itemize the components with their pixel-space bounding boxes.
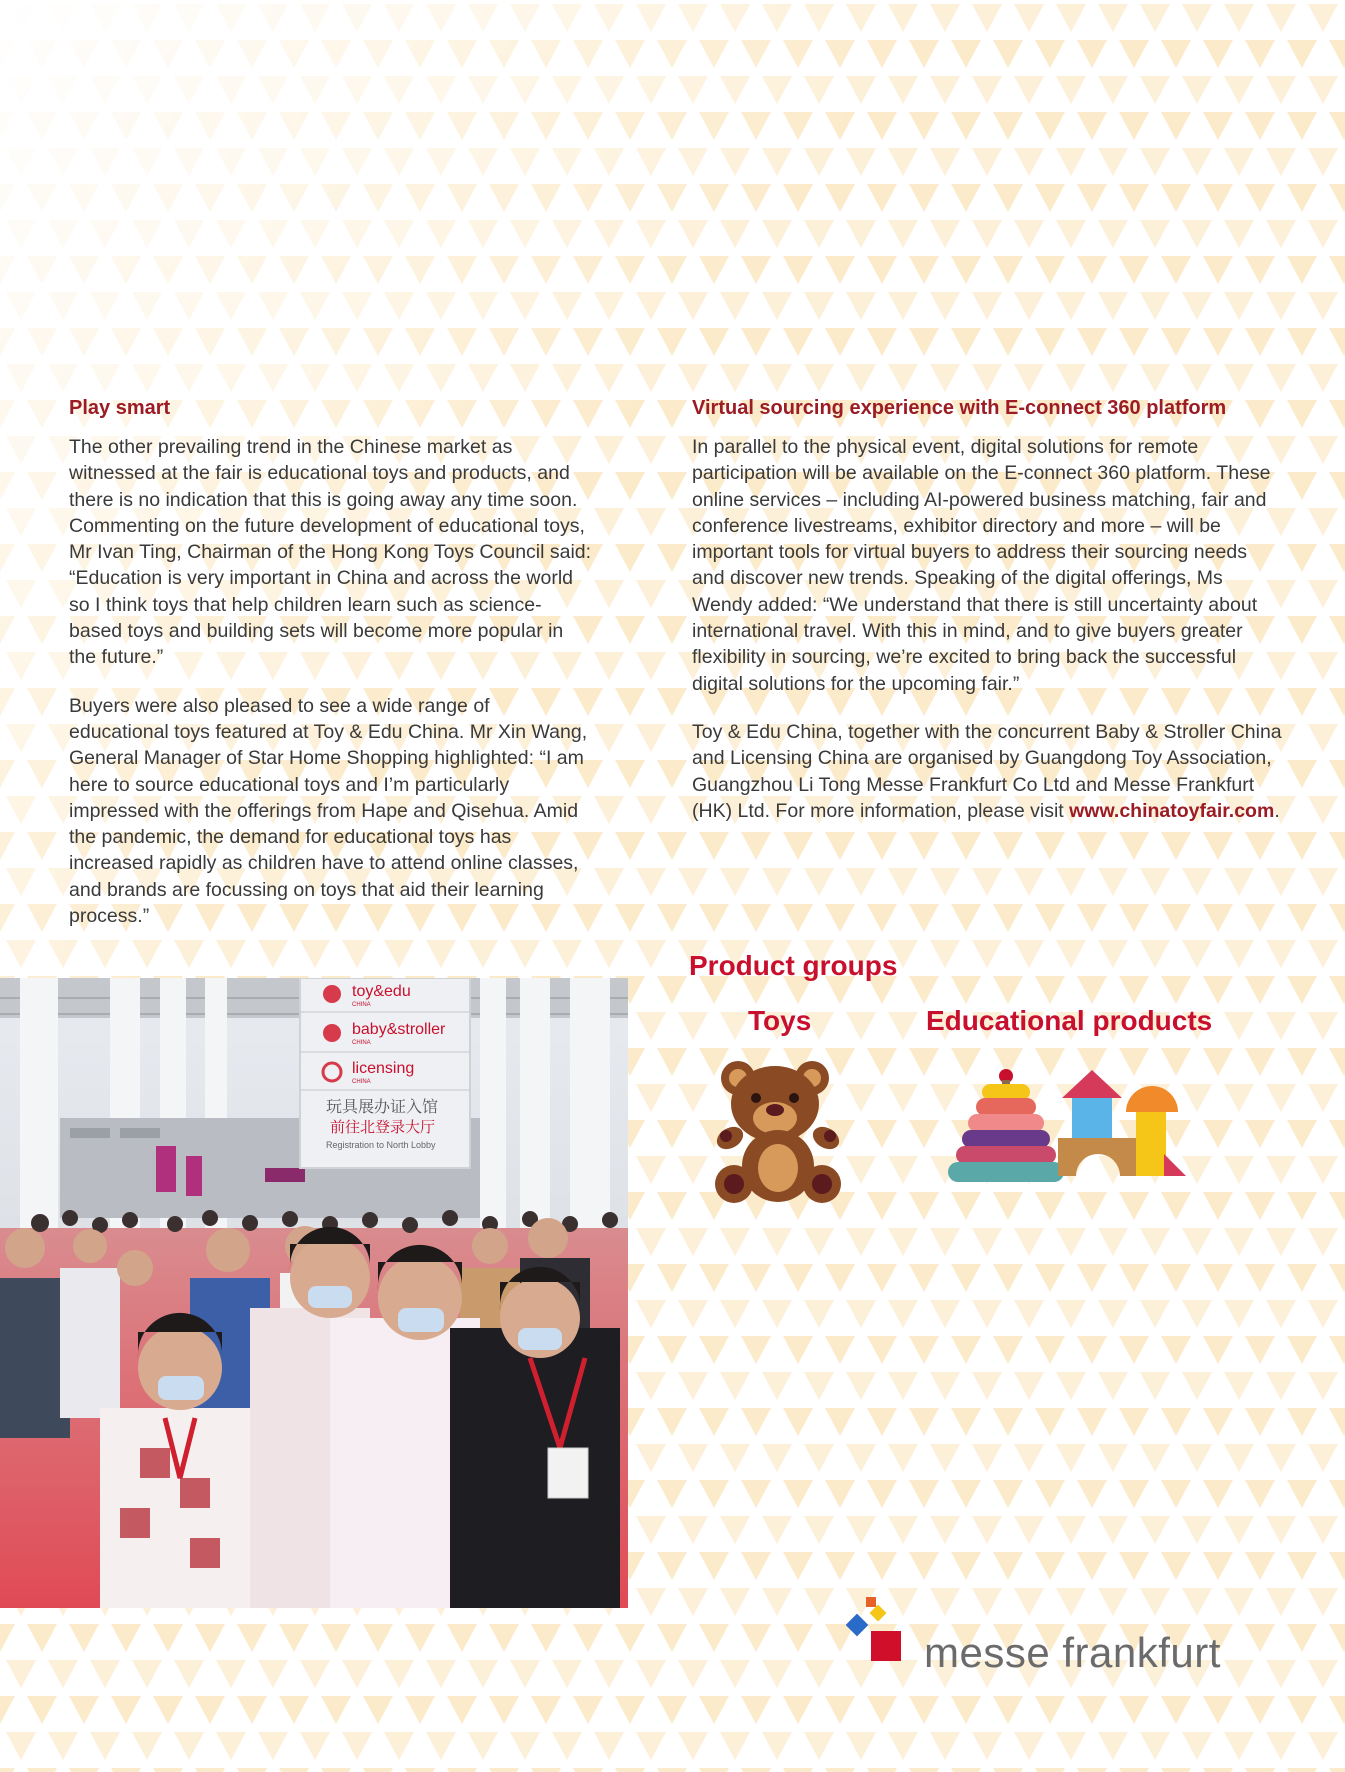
play-smart-paragraph-1: The other prevailing trend in the Chinese market as witnessed at the fair is educational toys and products, and there is no indication that this is going away any time soon. Commenting on the future development of educational toys, Mr Ivan Ting, Chairman of the Hong Kong Toys Council said: “Education is very important in China and across the world so I think toys that help children learn such as science-based toys and building sets will become more popular in the future.” bbox=[69, 436, 592, 669]
virtual-sourcing-paragraph-2: Toy & Edu China, together with the concurrent Baby & Stroller China and Licensing China are organised by Guangdong Toy Association, Guangzhou Li Tong Messe Frankfurt Co Ltd and Messe Frankfurt (HK) Ltd. For more information, please visit www.chinatoyfair.com. bbox=[692, 720, 1282, 822]
photo-illustration bbox=[0, 978, 628, 1608]
sign-chinese-line-2: 前往北登录大厅 bbox=[330, 1119, 436, 1136]
left-column bbox=[69, 396, 594, 951]
toys-label: Toys bbox=[748, 1005, 812, 1036]
messe-frankfurt-logo-text: messe frankfurt bbox=[924, 1629, 1221, 1676]
chinatoyfair-link[interactable]: www.chinatoyfair.com bbox=[1069, 799, 1275, 822]
educational-products-label: Educational products bbox=[926, 1005, 1213, 1036]
sign-sub-1: CHINA bbox=[352, 1002, 371, 1008]
sign-english: Registration to North Lobby bbox=[326, 1140, 436, 1150]
messe-frankfurt-logo-icon bbox=[846, 1597, 906, 1669]
virtual-sourcing-paragraph-1: In parallel to the physical event, digital solutions for remote participation will be available on the E-connect 360 platform. These online services – including AI-powered business matching, fair and conference livestreams, exhibitor directory and more – will be important tools for virtual buyers to address their sourcing needs and discover new trends. Speaking of the digital offerings, Ms Wendy added: “We understand that there is still uncertainty about international travel. With this in mind, and to give buyers greater flexibility in sourcing, we’re excited to bring back the successful digital solutions for the upcoming fair.” bbox=[692, 436, 1271, 695]
virtual-sourcing-heading: Virtual sourcing experience with E-connect 360 platform bbox=[692, 397, 1227, 419]
right-column bbox=[692, 396, 1282, 846]
play-smart-paragraph-2: Buyers were also pleased to see a wide range of educational toys featured at Toy & Edu China. Mr Xin Wang, General Manager of Star Home Shopping highlighted: “I am here to source educational toys and I’m particularly impressed with the offerings from Hape and Qisehua. Amid the pandemic, the demand for educational toys has increased rapidly as children have to attend online classes, and brands are focussing on toys that aid their learning process.” bbox=[69, 694, 588, 928]
sign-chinese-line-1: 玩具展办证入馆 bbox=[326, 1099, 439, 1116]
product-groups-title: Product groups bbox=[689, 950, 898, 981]
sign-licensing: licensing bbox=[352, 1060, 415, 1077]
stacking-blocks-icon bbox=[948, 1066, 1190, 1196]
sign-toy-edu: toy&edu bbox=[352, 983, 411, 1000]
sign-sub-3: CHINA bbox=[352, 1079, 371, 1085]
sign-sub-2: CHINA bbox=[352, 1040, 371, 1046]
fair-crowd-photo bbox=[0, 978, 628, 1608]
sign-baby-stroller: baby&stroller bbox=[352, 1021, 446, 1038]
play-smart-heading: Play smart bbox=[69, 397, 171, 419]
teddy-bear-icon bbox=[708, 1056, 850, 1204]
